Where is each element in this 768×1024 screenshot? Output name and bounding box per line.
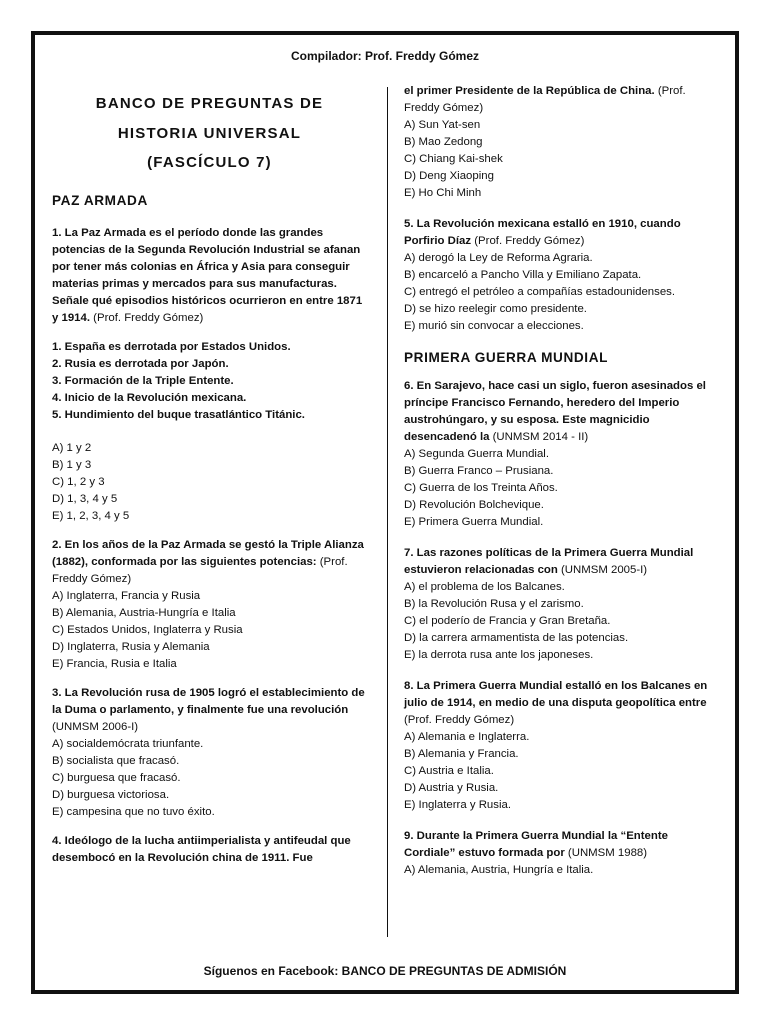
question-7-source: (UNMSM 2005-I) — [557, 564, 648, 576]
question-5-options — [404, 250, 719, 335]
question-7-stem: 7. Las razones políticas de la Primera Guerra Mundial estuvieron relacionadas con — [404, 547, 694, 576]
option: D) Revolución Bolchevique. — [404, 499, 544, 511]
statement: 5. Hundimiento del buque trasatlántico Titánic. — [52, 408, 305, 421]
question-1 — [52, 225, 367, 327]
option: B) Mao Zedong — [404, 136, 483, 148]
question-4-start — [52, 833, 367, 867]
option: C) burguesa que fracasó. — [52, 771, 181, 784]
option: E) Francia, Rusia e Italia — [52, 657, 177, 670]
question-2 — [52, 537, 367, 673]
question-6 — [404, 378, 719, 531]
option: B) 1 y 3 — [52, 458, 92, 471]
question-9-stem: 9. Durante la Primera Guerra Mundial la “Entente Cordiale” estuvo formada por — [404, 830, 668, 859]
title-line-1: BANCO DE PREGUNTAS DE — [95, 95, 324, 112]
column-divider — [387, 87, 388, 937]
option: E) Primera Guerra Mundial. — [404, 516, 544, 528]
option: D) 1, 3, 4 y 5 — [52, 492, 118, 505]
question-2-stem: 2. En los años de la Paz Armada se gestó la Triple Alianza (1882), conformada por las siguientes potencias: — [52, 538, 364, 568]
option: C) Chiang Kai-shek — [404, 153, 503, 165]
question-6-options — [404, 446, 719, 531]
statement: 4. Inicio de la Revolución mexicana. — [52, 391, 247, 404]
question-4-source: (Prof. Freddy Gómez) — [404, 85, 686, 114]
option: B) encarceló a Pancho Villa y Emiliano Zapata. — [404, 269, 642, 281]
question-9-source: (UNMSM 1988) — [564, 847, 648, 859]
option: E) campesina que no tuvo éxito. — [52, 805, 215, 818]
option: B) la Revolución Rusa y el zarismo. — [404, 598, 584, 610]
question-1-options — [52, 440, 367, 525]
compiler-header: Compilador: Prof. Freddy Gómez — [290, 49, 479, 63]
option: A) derogó la Ley de Reforma Agraria. — [404, 252, 593, 264]
question-7-options — [404, 579, 719, 664]
option: A) Inglaterra, Francia y Rusia — [52, 589, 201, 602]
question-5-source: (Prof. Freddy Gómez) — [471, 235, 585, 247]
question-1-statements — [52, 339, 367, 424]
title-line-3: (FASCÍCULO 7) — [147, 154, 272, 171]
facebook-footer: Síguenos en Facebook: BANCO DE PREGUNTAS DE ADMISIÓN — [203, 964, 567, 978]
page-frame — [31, 31, 739, 994]
option: D) burguesa victoriosa. — [52, 788, 170, 801]
question-8-source: (Prof. Freddy Gómez) — [404, 714, 515, 726]
option: C) Estados Unidos, Inglaterra y Rusia — [52, 623, 243, 636]
option: D) se hizo reelegir como presidente. — [404, 303, 587, 315]
option: A) Sun Yat-sen — [404, 119, 481, 131]
question-3-options — [52, 736, 367, 821]
question-9 — [404, 828, 719, 879]
question-4-options — [404, 117, 719, 202]
option: A) Segunda Guerra Mundial. — [404, 448, 549, 460]
question-5 — [404, 216, 719, 335]
question-7 — [404, 545, 719, 664]
title-line-2: HISTORIA UNIVERSAL — [117, 124, 302, 142]
question-8-options — [404, 729, 719, 814]
option: A) el problema de los Balcanes. — [404, 581, 565, 593]
section-paz-armada: PAZ ARMADA — [52, 192, 148, 208]
question-1-source: (Prof. Freddy Gómez) — [90, 311, 204, 324]
option: E) Inglaterra y Rusia. — [404, 799, 511, 811]
question-9-options — [404, 862, 719, 879]
question-3 — [52, 685, 367, 821]
option: B) Alemania y Francia. — [404, 748, 519, 760]
left-column — [52, 85, 367, 879]
option: D) la carrera armamentista de las potencias. — [404, 632, 629, 644]
option: B) socialista que fracasó. — [52, 754, 180, 767]
question-5-stem: 5. La Revolución mexicana estalló en 1910, cuando Porfirio Díaz — [404, 218, 681, 247]
option: A) Alemania, Austria, Hungría e Italia. — [404, 864, 594, 876]
question-8-stem: 8. La Primera Guerra Mundial estalló en los Balcanes en julio de 1914, en medio de una disputa geopolítica entre — [404, 680, 708, 709]
question-4-stem-part2: el primer Presidente de la República de China. — [404, 85, 655, 97]
question-4-stem-part1: 4. Ideólogo de la lucha antiimperialista y antifeudal que desembocó en la Revolución china de 1911. Fue — [52, 834, 351, 864]
option: C) Guerra de los Treinta Años. — [404, 482, 558, 494]
option: E) Ho Chi Minh — [404, 187, 482, 199]
option: A) 1 y 2 — [52, 441, 92, 454]
option: E) 1, 2, 3, 4 y 5 — [52, 509, 130, 522]
statement: 3. Formación de la Triple Entente. — [52, 374, 234, 387]
statement: 1. España es derrotada por Estados Unidos. — [52, 340, 291, 353]
option: A) Alemania e Inglaterra. — [404, 731, 530, 743]
question-6-source: (UNMSM 2014 - II) — [489, 431, 589, 443]
option: B) Guerra Franco – Prusiana. — [404, 465, 554, 477]
right-column — [404, 83, 719, 893]
question-1-stem: 1. La Paz Armada es el período donde las grandes potencias de la Segunda Revolución Industrial se afanan por tener más colonias en África y Asia para conseguir materias primas y mercados para sus manufacturas. Señale qué episodios históricos ocurrieron en entre 1871 y 1914. — [52, 226, 363, 324]
option: D) Austria y Rusia. — [404, 782, 499, 794]
option: B) Alemania, Austria-Hungría e Italia — [52, 606, 236, 619]
option: E) murió sin convocar a elecciones. — [404, 320, 584, 332]
statement: 2. Rusia es derrotada por Japón. — [52, 357, 229, 370]
question-4-continued — [404, 83, 719, 202]
option: C) 1, 2 y 3 — [52, 475, 105, 488]
section-primera-guerra: PRIMERA GUERRA MUNDIAL — [404, 350, 609, 365]
question-3-stem: 3. La Revolución rusa de 1905 logró el establecimiento de la Duma o parlamento, y finalmente fue una revolución — [52, 686, 365, 716]
option: C) Austria e Italia. — [404, 765, 494, 777]
document-title — [52, 89, 367, 178]
question-8 — [404, 678, 719, 814]
option: D) Deng Xiaoping — [404, 170, 494, 182]
question-2-source: (Prof. Freddy Gómez) — [52, 555, 348, 585]
question-6-stem: 6. En Sarajevo, hace casi un siglo, fueron asesinados el príncipe Francisco Fernando, heredero del Imperio austrohúngaro, y su esposa. Este magnicidio desencadenó la — [404, 380, 706, 443]
option: C) entregó el petróleo a compañías estadounidenses. — [404, 286, 676, 298]
option: C) el poderío de Francia y Gran Bretaña. — [404, 615, 611, 627]
question-2-options — [52, 588, 367, 673]
question-3-source: (UNMSM 2006-I) — [52, 720, 139, 733]
option: E) la derrota rusa ante los japoneses. — [404, 649, 594, 661]
option: A) socialdemócrata triunfante. — [52, 737, 204, 750]
option: D) Inglaterra, Rusia y Alemania — [52, 640, 210, 653]
